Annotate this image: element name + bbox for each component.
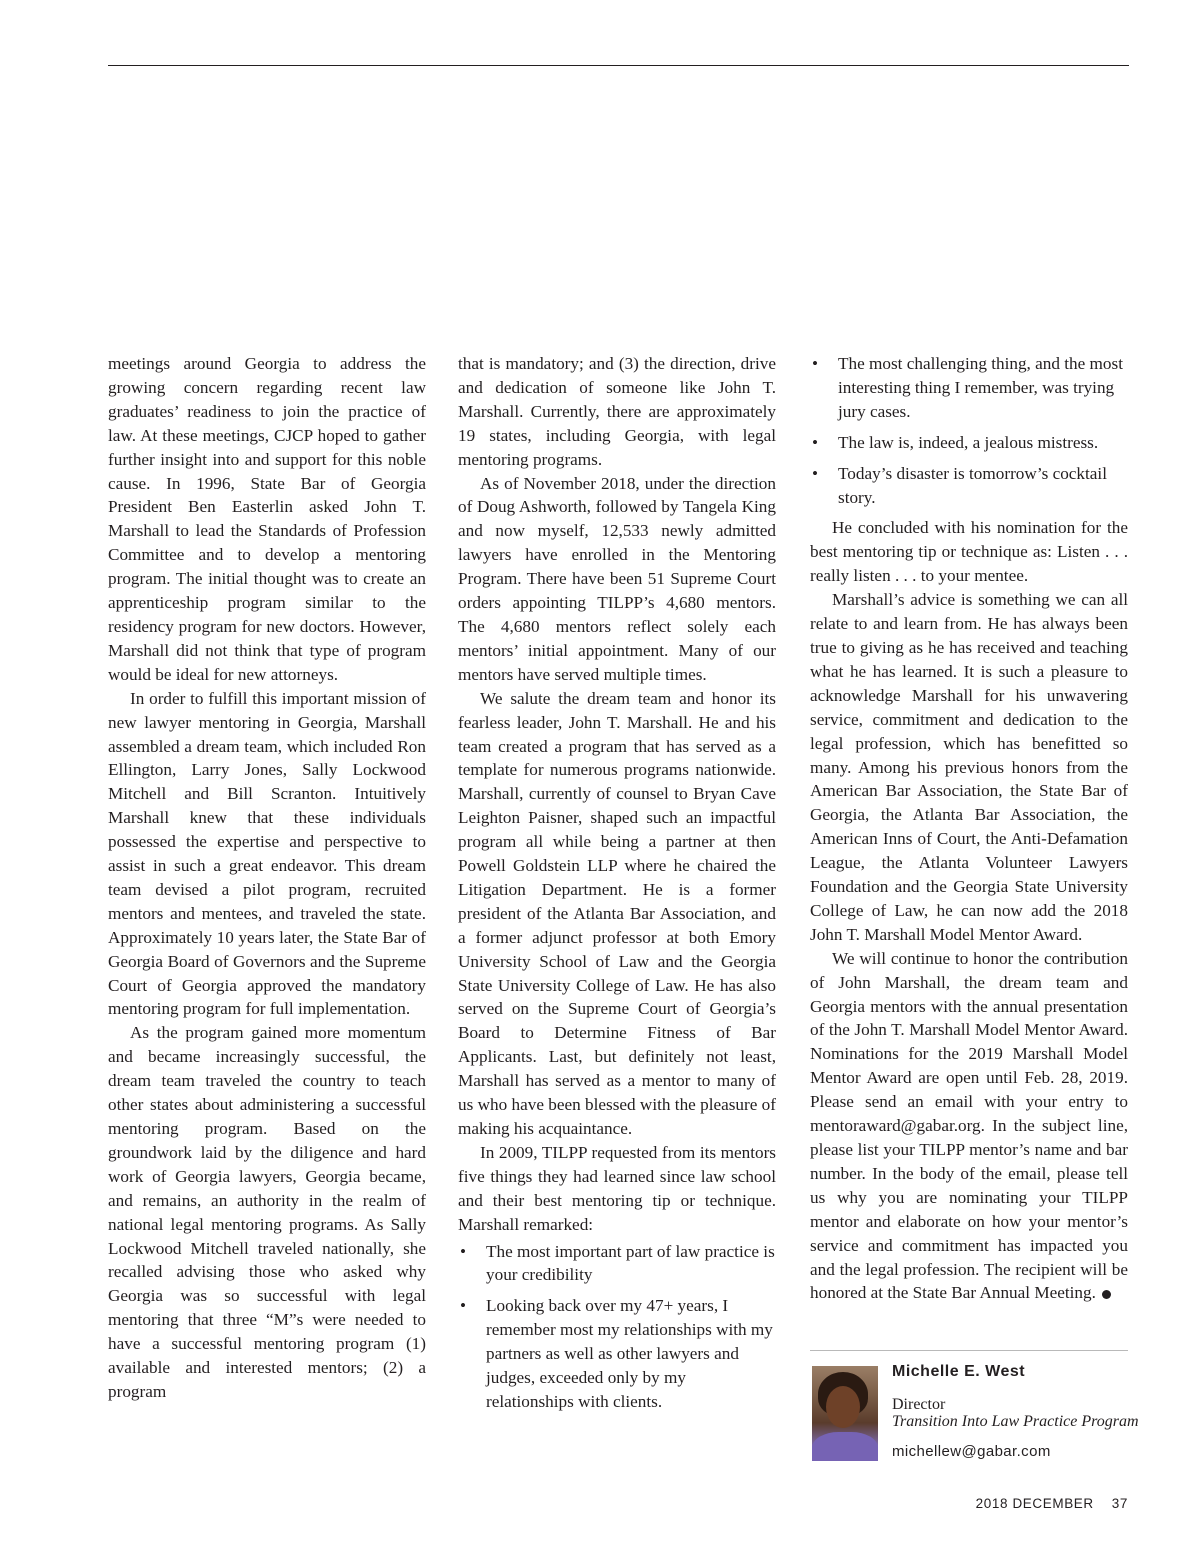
list-item [810, 431, 1128, 455]
bullet-icon: • [812, 463, 819, 483]
author-email: michellew@gabar.com [892, 1443, 1051, 1460]
list-item-text: Looking back over my 47+ years, I remember most my relationships with my partners as well as other lawyers and judges, exceeded only by my relationships with clients. [486, 1296, 773, 1411]
column-3 [810, 352, 1128, 1305]
list-item-text: The most challenging thing, and the most interesting thing I remember, was trying jury cases. [838, 354, 1123, 421]
paragraph: In order to fulfill this important mission of new lawyer mentoring in Georgia, Marshall assembled a dream team, which included Ron Ellington, Larry Jones, Sally Lockwood Mitchell and Bill Scranton. Intuitively Marshall knew that these individuals possessed the expertise and perspective to assist in such a great endeavor. This dream team devised a pilot program, recruited mentors and mentees, and traveled the state. Approximately 10 years later, the State Bar of Georgia Board of Governors and the Supreme Court of Georgia approved the mandatory mentoring program for full implementation. [108, 688, 426, 1019]
closing-text: We will continue to honor the contribution of John Marshall, the dream team and Georgia mentors with the annual presentation of the John T. Marshall Model Mentor Award. Nominations for the 2019 Marshall Model Mentor Award are open until Feb. 28, 2019. Please send an email with your entry to mentoraward@gabar.org. In the subject line, please list your TILPP mentor’s name and bar number. In the body of the email, please tell us why you are nominating your TILPP mentor and elaborate on how your mentor’s service and commitment has impacted you and the legal profession. The recipient will be honored at the State Bar Annual Meeting. [810, 948, 1128, 1303]
author-program: Transition Into Law Practice Program [892, 1413, 1139, 1430]
paragraph: In 2009, TILPP requested from its mentors five things they had learned since law school and their best mentoring tip or technique. Marshall remarked: [458, 1142, 776, 1234]
list-item [810, 462, 1128, 510]
list-item-text: The law is, indeed, a jealous mistress. [838, 432, 1099, 452]
author-divider [810, 1350, 1128, 1351]
end-mark-icon [1102, 1290, 1111, 1299]
author-name: Michelle E. West [892, 1363, 1026, 1380]
author-title: Director [892, 1396, 946, 1413]
paragraph: He concluded with his nomination for the best mentoring tip or technique as: Listen . . . really listen . . . to your mentee. [810, 518, 1128, 586]
paragraph: Marshall’s advice is something we can all relate to and learn from. He has always been true to giving as he has received and teaching what he has learned. It is such a pleasure to acknowledge Marshall for his unwavering service, commitment and dedication to the legal profession, which has benefitted so many. Among his previous honors from the American Bar Association, the State Bar of Georgia, the Atlanta Bar Association, the American Inns of Court, the Anti-Defamation League, the Atlanta Volunteer Lawyers Foundation and the Georgia State University College of Law, he can now add the 2018 John T. Marshall Model Mentor Award. [810, 590, 1128, 944]
paragraph: As the program gained more momentum and became increasingly successful, the dream team traveled the country to teach other states about administering a successful mentoring program. Based on the groundwork laid by the diligence and hard work of Georgia lawyers, Georgia became, and remains, an authority in the realm of national legal mentoring programs. As Sally Lockwood Mitchell traveled nationally, she recalled advising those who asked why Georgia was so successful with legal mentoring that three “M”s were needed to have a successful mentoring program (1) available and interested mentors; (2) a program [108, 1023, 426, 1401]
author-photo [812, 1366, 878, 1461]
paragraph: meetings around Georgia to address the growing concern regarding recent law graduates’ readiness to join the practice of law. At these meetings, CJCP hoped to gather further insight into and support for this noble cause. In 1996, State Bar of Georgia President Ben Easterlin asked John T. Marshall to lead the Standards of Profession Committee and to develop a mentoring program. The initial thought was to create an apprenticeship program similar to the residency program for new doctors. However, Marshall did not think that type of program would be ideal for new attorneys. [108, 354, 426, 684]
bullet-icon: • [460, 1296, 467, 1316]
page-footer [976, 1496, 1128, 1511]
list-item [810, 352, 1128, 424]
column-1 [108, 352, 426, 1404]
remarks-list-continued [810, 352, 1128, 509]
issue-label: 2018 DECEMBER [975, 1496, 1094, 1511]
photo-shoulders [812, 1432, 878, 1461]
bullet-icon: • [460, 1241, 467, 1261]
paragraph [810, 947, 1128, 1306]
photo-face [826, 1386, 860, 1428]
top-rule [108, 65, 1129, 66]
paragraph: We salute the dream team and honor its fearless leader, John T. Marshall. He and his team created a program that has served as a template for numerous programs nationwide. Marshall, currently of counsel to Bryan Cave Leighton Paisner, shaped such an impactful program all while being a partner at then Powell Goldstein LLP where he chaired the Litigation Department. He is a former president of the Atlanta Bar Association, and a former adjunct professor at both Emory University School of Law and the Georgia State University College of Law. He has also served on the Supreme Court of Georgia’s Board to Determine Fitness of Bar Applicants. Last, but definitely not least, Marshall has served as a mentor to many of us who have been blessed with the pleasure of making his acquaintance. [458, 688, 776, 1138]
list-item [458, 1240, 776, 1288]
remarks-list [458, 1240, 776, 1414]
bullet-icon: • [812, 354, 819, 373]
bullet-icon: • [812, 432, 819, 452]
paragraph: that is mandatory; and (3) the direction, drive and dedication of someone like John T. Marshall. Currently, there are approximately 19 states, including Georgia, with legal mentoring programs. [458, 354, 776, 469]
page-number: 37 [1111, 1496, 1128, 1511]
list-item-text: The most important part of law practice is your credibility [486, 1241, 775, 1285]
column-2 [458, 352, 776, 1421]
list-item [458, 1294, 776, 1414]
paragraph: As of November 2018, under the direction of Doug Ashworth, followed by Tangela King and now myself, 12,533 newly admitted lawyers have enrolled in the Mentoring Program. There have been 51 Supreme Court orders appointing TILPP’s 4,680 mentors. The 4,680 mentors reflect solely each mentors’ initial appointment. Many of our mentors have served multiple times. [458, 473, 776, 684]
list-item-text: Today’s disaster is tomorrow’s cocktail story. [838, 463, 1107, 507]
